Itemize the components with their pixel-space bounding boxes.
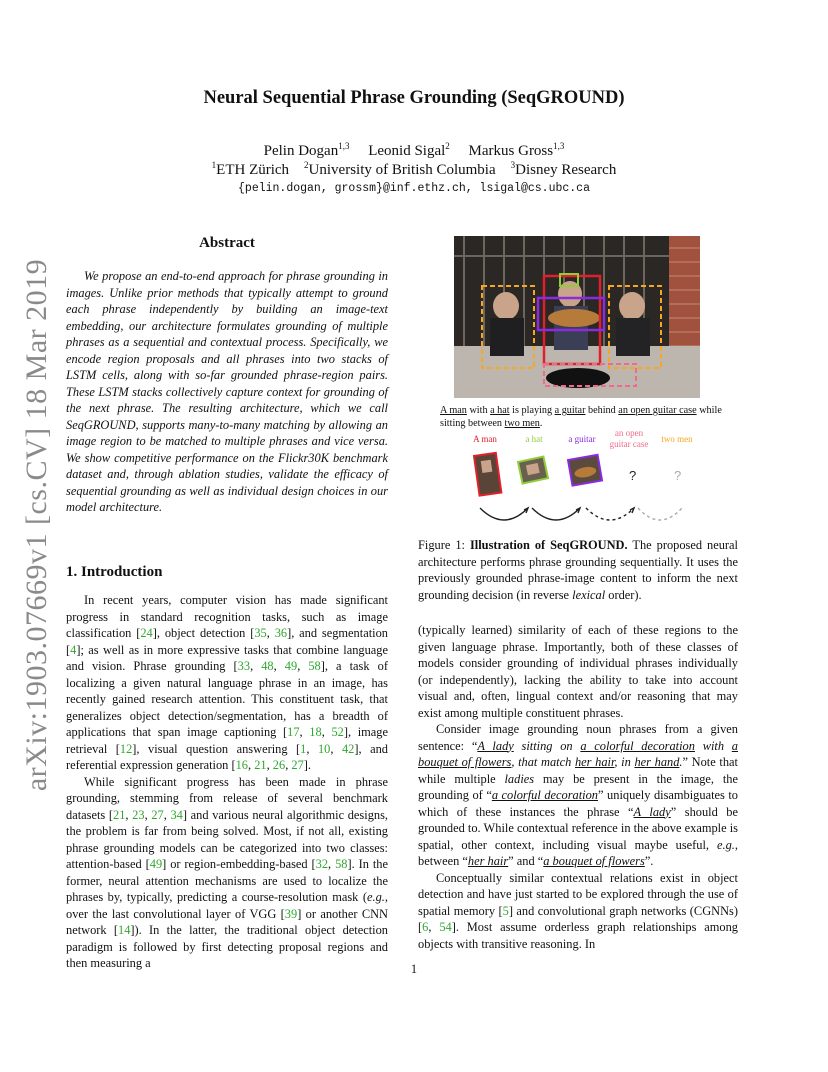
section-heading-introduction: 1. Introduction [66,564,163,580]
affiliation-1: ETH Zürich [216,162,290,178]
affiliations: $^1$ETH Zürich $^2$University of British Columbia $^3$Disney Research [211,160,617,178]
intro-paragraph-2: While significant progress has been made in phrase grounding, stemming from release of several benchmark datasets [21, 23, 27, 34] and various neural algorithmic designs, the problem is far from being solved. Most, if not all, existing phrase grounding models can be categorized into two classes: attention-based [49] or region-embedding-based [32, 58]. In the former, neural attention mechanisms are used to localize the phrases by, typically, predicting a course-resolution mask (e.g., over the last convolutional layer of VGG [39] or another CNN network [14]). In the latter, the traditional object detection paradigm is followed by first detecting proposal regions and then measuring a [66,774,389,970]
author-2: Leonid Sigal [368,143,446,159]
page-number: 1 [410,962,418,976]
intro-paragraph-3: (typically learned) similarity of each of these regions to the given language phrase. Importantly, both of these classes of models consider grounding of individual phrases individually (or independently), lacking the ability to take into account visual and, often, lingual context and/or reasoning that may exist among multiple constituent phrases. [418,623,738,720]
unknown-mark-1: ? [629,468,637,483]
intro-column-right [418,622,738,952]
author-emails: {pelin.dogan, grossm}@inf.ethz.ch, lsigal@cs.ubc.ca [238,182,590,195]
arxiv-id: arXiv:1903.07669v1 [cs.CV] 18 Mar 2019 [20,258,53,792]
phrase-label-a-hat: a hat [525,434,543,444]
grounding-thumbnails [440,448,740,530]
intro-column-left [66,592,388,972]
street-musicians-photo [454,236,700,398]
phrase-label-guitar-case: an open guitar case [609,428,649,449]
paper-title: Neural Sequential Phrase Grounding (SeqGROUND) [203,88,625,108]
figure-1-photo [454,236,700,398]
abstract-text: We propose an end-to-end approach for phrase grounding in images. Unlike prior methods that typically attempt to ground each phrase independently by building an image-text embedding, our architecture formulates grounding of multiple phrases as a sequential and contextual process. Specifically, we encode region proposals and all phrases into two stacks of LSTM cells, along with so-far grounded phrase-region pairs. These LSTM stacks collectively capture context for grounding of the next phrase. The resulting architecture, which we call SeqGROUND, supports many-to-many matching by allowing an image region to be matched to multiple phrases and vice versa. We show competitive performance on the Flickr30K benchmark dataset and, through ablation studies, validate the efficacy of sequential grounding as well as individual design choices in our model architecture. [66,269,388,514]
intro-paragraph-1: In recent years, computer vision has made significant progress in standard recognition tasks, such as image classification [24], object detection [35, 36], and segmentation [4]; as well as in more expressive tasks that combine language and vision. Phrase grounding [33, 48, 49, 58], a task of localizing a given natural language phrase in an image, has recently gained research attention. This constituent task, that generalizes object detection/segmentation, has a breadth of applications that span image captioning [17, 18, 52], image retrieval [12], visual question answering [1, 10, 42], and referential expression generation [16, 21, 26, 27]. [66,593,388,772]
author-3: Markus Gross [468,143,554,159]
intro-paragraph-5: Conceptually similar contextual relations exist in object detection and have just started to be explored through the use of spatial memory [5] and convolutional graph networks (CGNNs) [6, 54]. Most assume orderless graph relationships among objects with transitive reasoning. In [418,870,739,951]
phrase-label-a-man: A man [473,434,497,444]
author-list: Pelin Dogan$^{1,3}$ Leonid Sigal$^2$ Markus Gross$^{1,3}$ [263,141,565,159]
author-1: Pelin Dogan [263,143,339,159]
abstract-heading: Abstract [199,235,255,251]
phrase-label-a-guitar: a guitar [568,434,596,444]
affiliation-3: Disney Research [515,162,617,178]
grounding-sequence-diagram [440,428,740,530]
figure-1-caption: Figure 1: Illustration of SeqGROUND. The proposed neural architecture performs phrase grounding sequentially. It uses the previously grounded phrase-image content to inform the next grounding decision (in reverse lexical order). [418,538,738,602]
phrase-label-two-men: two men [661,434,693,444]
unknown-mark-2: ? [674,468,682,483]
figure-1-sentence: A man with a hat is playing a guitar behind an open guitar case while sitting between two men. [440,405,722,429]
affiliation-2: University of British Columbia [308,162,496,178]
intro-paragraph-4: Consider image grounding noun phrases from a given sentence: “A lady sitting on a colorful decoration with a bouquet of flowers, that match her hair, in her hand.” Note that while multiple ladies may be present in the image, the grounding of “a colorful decoration” uniquely disambiguates to which of these instances the phrase “A lady” should be grounded to. While contextual reference in the above example is spatial, other context, including visual maybe useful, e.g., between “her hair” and “a bouquet of flowers”. [418,722,739,868]
